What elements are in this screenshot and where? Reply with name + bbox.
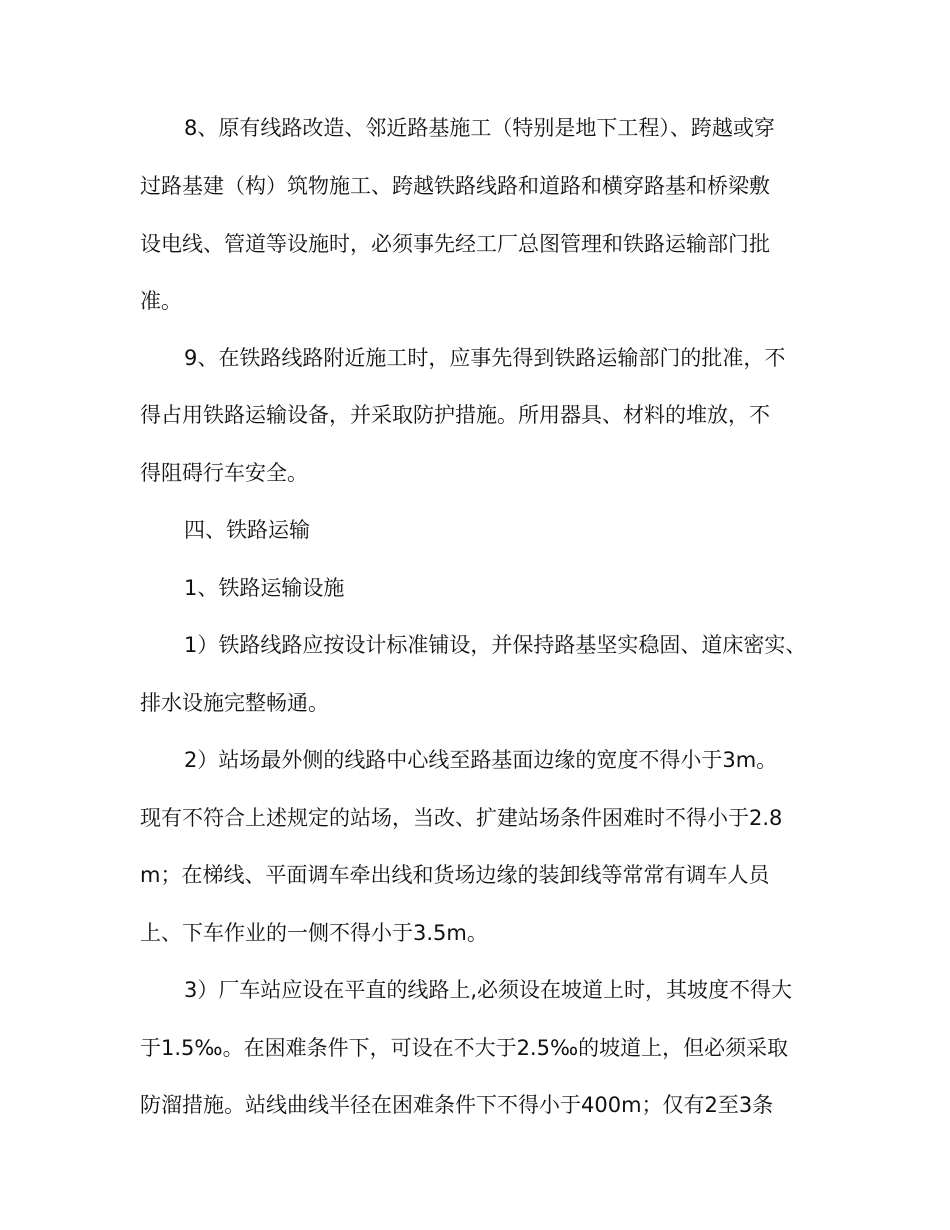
text-line: 准。 (140, 289, 182, 313)
text-line: 3）厂车站应设在平直的线路上,必须设在坡道上时，其坡度不得大 (184, 978, 793, 1002)
text-line: 得阻碍行车安全。 (140, 461, 308, 485)
section-heading: 四、铁路运输 (184, 518, 310, 542)
text-line: 过路基建（构）筑物施工、跨越铁路线路和道路和横穿路基和桥梁敷 (140, 174, 770, 198)
subsection-heading: 1、铁路运输设施 (184, 576, 345, 600)
text-line: 设电线、管道等设施时，必须事先经工厂总图管理和铁路运输部门批 (140, 232, 770, 256)
text-line: 排水设施完整畅通。 (140, 691, 329, 715)
text-line: 防溜措施。站线曲线半径在困难条件下不得小于400m；仅有2至3条 (140, 1093, 774, 1117)
text-line: 于1.5‰。在困难条件下，可设在不大于2.5‰的坡道上，但必须采取 (140, 1036, 789, 1060)
text-line: 2）站场最外侧的线路中心线至路基面边缘的宽度不得小于3m。 (184, 748, 778, 772)
text-line: 9、在铁路线路附近施工时，应事先得到铁路运输部门的批准，不 (184, 346, 786, 370)
text-line: m；在梯线、平面调车牵出线和货场边缘的装卸线等常常有调车人员 (140, 863, 770, 887)
text-line: 得占用铁路运输设备，并采取防护措施。所用器具、材料的堆放，不 (140, 403, 770, 427)
text-line: 上、下车作业的一侧不得小于3.5m。 (140, 921, 488, 945)
text-line: 1）铁路线路应按设计标准铺设，并保持路基坚实稳固、道床密实、 (184, 633, 807, 657)
text-line: 8、原有线路改造、邻近路基施工（特别是地下工程）、跨越或穿 (184, 116, 775, 140)
text-line: 现有不符合上述规定的站场，当改、扩建站场条件困难时不得小于2.8 (140, 806, 783, 830)
